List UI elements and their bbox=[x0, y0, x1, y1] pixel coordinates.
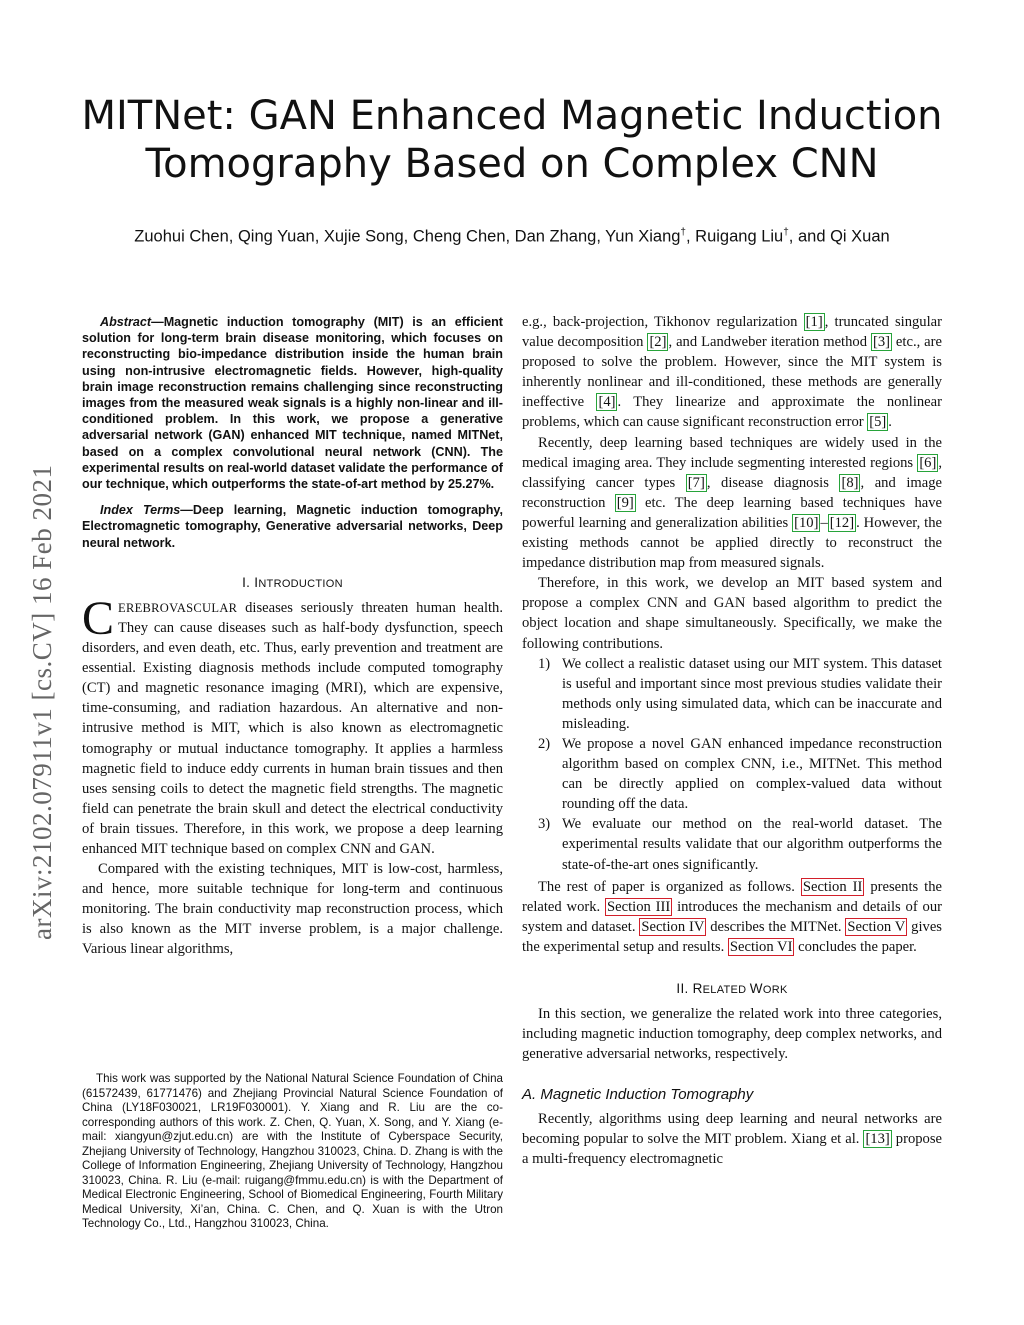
list-number: 1) bbox=[538, 655, 551, 672]
section-title-letter: R bbox=[692, 981, 703, 996]
drop-cap: C bbox=[82, 591, 115, 645]
citation-link[interactable]: [5] bbox=[869, 414, 887, 431]
text-run: The rest of paper is organized as follows. bbox=[538, 878, 801, 895]
list-item-text: We propose a novel GAN enhanced impedance reconstruction algorithm based on complex CNN, i.e., MITNet. This method can be directly applied on complex-valued data without rounding off the data. bbox=[562, 735, 942, 813]
section-heading-introduction bbox=[82, 575, 503, 590]
text-run: . However, the existing methods cannot be applied directly to reconstruct the impedance distribution map from measured signals. bbox=[522, 514, 943, 572]
right-paragraph-4 bbox=[522, 877, 942, 957]
right-paragraph-1 bbox=[522, 312, 942, 433]
paper-title bbox=[60, 92, 964, 188]
text-run: concludes the paper. bbox=[794, 938, 917, 955]
section-link[interactable]: Section VI bbox=[729, 938, 793, 955]
contributions-list bbox=[522, 654, 942, 875]
section-link[interactable]: Section V bbox=[847, 918, 906, 935]
right-paragraph-2 bbox=[522, 433, 942, 574]
section-link[interactable]: Section III bbox=[607, 898, 671, 915]
citation-link[interactable]: [7] bbox=[687, 474, 705, 491]
section-link[interactable]: Section II bbox=[802, 878, 863, 895]
text-run: , truncated singular value decomposition bbox=[522, 314, 942, 351]
text-run: , and Landweber iteration method bbox=[668, 334, 871, 351]
related-work-paragraph-1: In this section, we generalize the related work into three categories, including magnetic induction tomography, deep complex networks, and generative adversarial networks, respectively. bbox=[522, 1006, 942, 1063]
authors-part-2: , Ruigang Liu bbox=[685, 227, 784, 246]
abstract bbox=[82, 314, 503, 492]
list-number: 2) bbox=[538, 735, 551, 752]
section-title-first-letter: I bbox=[254, 574, 259, 590]
text-run: introduces the mechanism and details of our system and dataset. bbox=[522, 898, 942, 935]
citation-link[interactable]: [4] bbox=[598, 394, 616, 411]
section-link[interactable]: Section IV bbox=[641, 918, 705, 935]
citation-link[interactable]: [10] bbox=[794, 514, 819, 531]
text-run: , and image reconstruction bbox=[522, 474, 942, 511]
citation-link[interactable]: [12] bbox=[829, 514, 855, 531]
text-run: . They linearize and approximate the nonlinear problems, which can cause significant reconstruction error bbox=[522, 394, 942, 431]
index-terms-text: —Deep learning, Magnetic induction tomography, Electromagnetic tomography, Generative adversarial networks, Deep neural network. bbox=[82, 503, 503, 550]
section-title-rest: NTRODUCTION bbox=[258, 577, 343, 590]
citation-link[interactable]: [6] bbox=[919, 454, 937, 471]
right-paragraph-3: Therefore, in this work, we develop an MIT based system and propose a complex CNN and GAN based algorithm to predict the object location and shape simultaneously. Specifically, we make the following contributions. bbox=[522, 575, 942, 652]
range-dash: – bbox=[820, 514, 828, 531]
citation-link[interactable]: [13] bbox=[865, 1131, 890, 1148]
abstract-text: —Magnetic induction tomography (MIT) is an efficient solution for long-term brain disease monitoring, which focuses on reconstructing bio-impedance distribution inside the human brain using non-intrusive electromagnetic fields. However, high-quality brain image reconstruction remains challenging since reconstructing images from the measured weak signals is a highly non-linear and ill-conditioned problem. In this work, we propose a generative adversarial network (GAN) enhanced MIT technique, named MITNet, based on a complex convolutional neural network (CNN). The experimental results on real-world dataset validate the performance of our technique, which outperforms the state-of-art method by 25.27%. bbox=[82, 315, 503, 492]
section-number: II. bbox=[676, 981, 693, 996]
list-item bbox=[522, 814, 942, 874]
text-run: presents the related work. bbox=[522, 878, 942, 915]
text-run: Recently, algorithms using deep learning and neural networks are becoming popular to solve the MIT problem. Xiang et al. bbox=[522, 1111, 942, 1148]
intro-paragraph-2: Compared with the existing techniques, MIT is low-cost, harmless, and hence, more suitable technique for long-term and continuous monitoring. The brain conductivity map reconstruction process, which is also known as the MIT inverse problem, is a major challenge. Various linear algorithms, bbox=[82, 861, 503, 958]
list-number: 3) bbox=[538, 816, 551, 833]
text-run: etc. The deep learning based techniques have powerful learning and generalization abilities bbox=[522, 494, 942, 531]
citation-link[interactable]: [9] bbox=[616, 494, 634, 511]
smallcaps-word: EREBROVASCULAR bbox=[118, 600, 238, 615]
index-terms-label: Index Terms bbox=[100, 503, 181, 518]
list-item bbox=[522, 654, 942, 734]
left-column bbox=[82, 314, 503, 960]
citation-link[interactable]: [8] bbox=[841, 474, 859, 491]
corresponding-mark-2: † bbox=[783, 227, 789, 238]
authors-part-3: , and Qi Xuan bbox=[788, 227, 890, 246]
citation-link[interactable]: [1] bbox=[805, 314, 823, 330]
text-run: e.g., back-projection, Tikhonov regularization bbox=[522, 314, 804, 330]
list-item bbox=[522, 734, 942, 814]
funding-footnote: This work was supported by the National Natural Science Foundation of China (61572439, 61771476) and Zhejiang Provincial Natural Science Foundation of China (LY18F030021, LR19F030001). Y. Xiang and R. Liu are the co-corresponding authors of this work. Z. Chen, Q. Yuan, X. Song, and Y. Xiang (e-mail: xiangyun@zjut.edu.cn) are with the Institute of Cyberspace Security, Zhejiang University of Technology, Hangzhou 310023, China. D. Zhang is with the College of Information Engineering, Zhejiang University of Technology, Hangzhou 310023, China. R. Liu (e-mail: ruigang@fmmu.edu.cn) is with the Department of Medical Electronic Engineering, School of Biomedical Engineering, Fourth Military Medical University, Xi’an, China. C. Chen, and Q. Xuan is with the Utron Technology Co., Ltd., Hangzhou 310023, China. bbox=[82, 1072, 503, 1230]
section-title-letter: W bbox=[749, 981, 763, 996]
subsection-heading-mit: A. Magnetic Induction Tomography bbox=[522, 1086, 754, 1104]
section-title-rest: ORK bbox=[762, 984, 788, 996]
text-run: Recently, deep learning based techniques are widely used in the medical imaging area. They include segmenting interested regions bbox=[522, 434, 942, 471]
arxiv-sidebar bbox=[20, 350, 64, 940]
subsection-paragraph-1 bbox=[522, 1109, 942, 1169]
section-number: I. bbox=[242, 574, 255, 590]
section-heading-related-work bbox=[522, 981, 942, 996]
abstract-label: Abstract bbox=[100, 315, 152, 329]
text-run: . bbox=[888, 414, 892, 431]
corresponding-mark-1: † bbox=[680, 227, 686, 238]
text-run: gives the experimental setup and results. bbox=[522, 918, 942, 955]
text-run: propose a multi-frequency electromagnetic bbox=[522, 1131, 942, 1168]
citation-link[interactable]: [2] bbox=[649, 334, 667, 351]
intro-paragraph-1 bbox=[82, 591, 503, 859]
index-terms bbox=[82, 502, 503, 551]
text-run: describes the MITNet. bbox=[706, 918, 846, 935]
list-item-text: We collect a realistic dataset using our MIT system. This dataset is useful and important since most previous studies validate their methods only using simulated data, which can be inaccurate and misleading. bbox=[562, 655, 942, 732]
text-run: etc., are proposed to solve the problem. However, since the MIT system is inherently nonlinear and ill-conditioned, these methods are generally ineffective bbox=[522, 334, 942, 411]
arxiv-stamp: arXiv:2102.07911v1 [cs.CV] 16 Feb 2021 bbox=[27, 464, 57, 940]
citation-link[interactable]: [3] bbox=[872, 334, 890, 351]
right-column bbox=[522, 312, 942, 1170]
section-title-rest: ELATED bbox=[702, 984, 750, 996]
author-list bbox=[40, 227, 984, 247]
text-run: , classifying cancer types bbox=[522, 454, 942, 491]
authors-part-1: Zuohui Chen, Qing Yuan, Xujie Song, Cheng Chen, Dan Zhang, Yun Xiang bbox=[134, 227, 681, 246]
list-item-text: We evaluate our method on the real-world dataset. The experimental results validate that our algorithm outperforms the state-of-the-art ones significantly. bbox=[562, 816, 942, 873]
text-run: , disease diagnosis bbox=[706, 474, 840, 491]
title-line-2: Tomography Based on Complex CNN bbox=[145, 141, 879, 187]
intro-paragraph-1-text: diseases seriously threaten human health. They can cause diseases such as half-body dysfunction, speech disorders, and even death, etc. Thus, early prevention and treatment are essential. Existing diagnosis methods include computed tomography (CT) and magnetic resonance imaging (MRI), which are expensive, time-consuming, and radiation hazardous. An alternative and non-intrusive method is MIT, which is also known as electromagnetic tomography or mutual inductance tomography. It applies a harmless magnetic field to induce eddy currents in human brain tissues and then uses sensing coils to detect the magnetic field strengths. The magnetic field can penetrate the brain skull and detect the electrical conductivity of brain tissues. Therefore, in this work, we propose a deep learning enhanced MIT technique based on complex CNN and GAN. bbox=[82, 599, 503, 857]
title-line-1: MITNet: GAN Enhanced Magnetic Induction bbox=[81, 93, 943, 139]
